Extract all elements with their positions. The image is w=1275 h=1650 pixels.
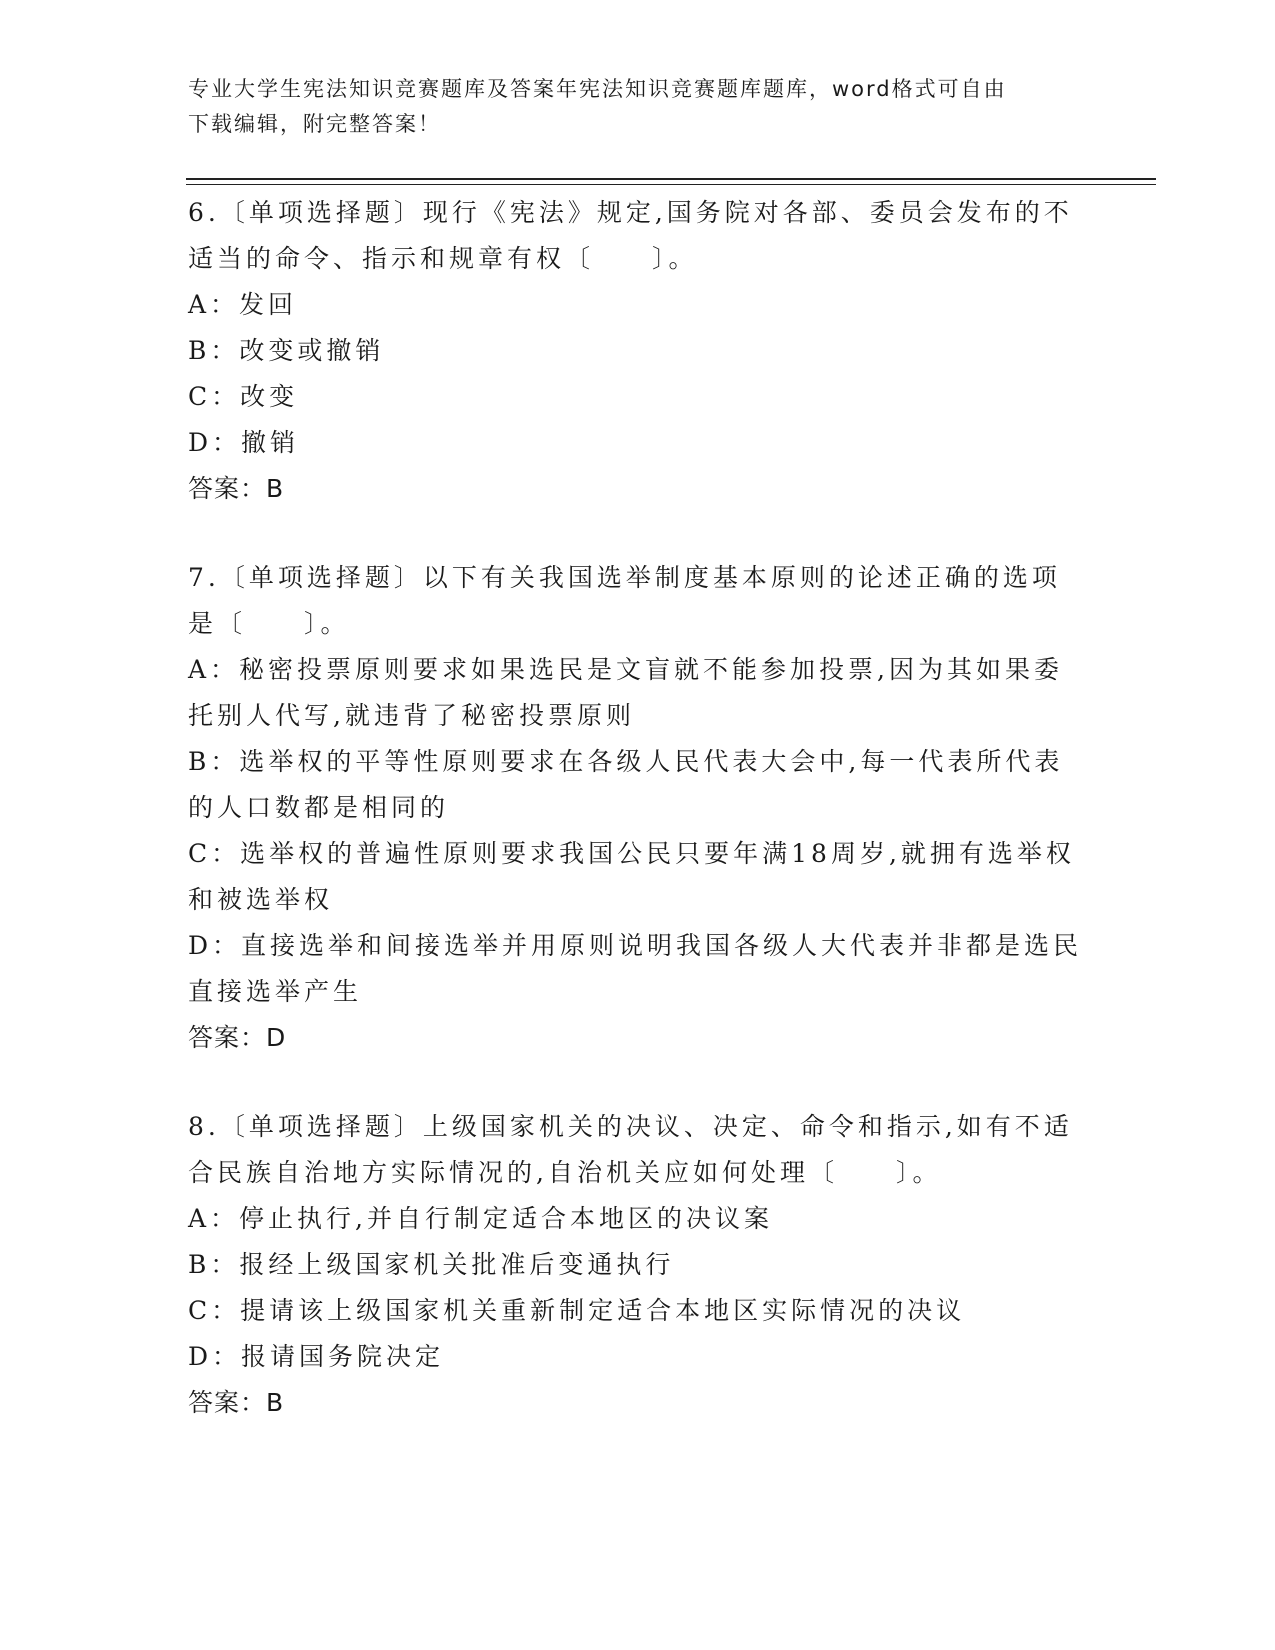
document-header <box>188 72 1068 142</box>
option-a: A：发回 <box>188 290 298 319</box>
option-b: B：选举权的平等性原则要求在各级人民代表大会中,每一代表所代表的人口数都是相同的 <box>188 747 1064 822</box>
option-a: A：秘密投票原则要求如果选民是文盲就不能参加投票,因为其如果委托别人代写,就违背了秘密投票原则 <box>188 655 1064 730</box>
option-d: D：撤销 <box>188 428 300 457</box>
question-8 <box>188 1104 1088 1426</box>
question-stem: 8.〔单项选择题〕上级国家机关的决议、决定、命令和指示,如有不适合民族自治地方实际情况的,自治机关应如何处理〔 〕。 <box>188 1112 1073 1187</box>
question-7 <box>188 555 1088 1061</box>
question-stem: 6.〔单项选择题〕现行《宪法》规定,国务院对各部、委员会发布的不适当的命令、指示和规章有权〔 〕。 <box>188 198 1073 273</box>
option-b: B：改变或撤销 <box>188 336 385 365</box>
option-c: C：提请该上级国家机关重新制定适合本地区实际情况的决议 <box>188 1296 966 1325</box>
option-d: D：报请国务院决定 <box>188 1342 445 1371</box>
option-d: D：直接选举和间接选举并用原则说明我国各级人大代表并非都是选民直接选举产生 <box>188 931 1083 1006</box>
question-6 <box>188 190 1088 512</box>
header-line-2: 下载编辑，附完整答案！ <box>188 112 441 136</box>
answer-label: 答案：D <box>188 1023 287 1052</box>
option-b: B：报经上级国家机关批准后变通执行 <box>188 1250 675 1279</box>
header-divider-thin <box>186 184 1156 185</box>
answer-label: 答案：B <box>188 474 285 503</box>
option-c: C：选举权的普遍性原则要求我国公民只要年满18周岁,就拥有选举权和被选举权 <box>188 839 1075 914</box>
question-list <box>188 190 1088 1469</box>
answer-label: 答案：B <box>188 1388 285 1417</box>
header-divider-thick <box>186 178 1156 180</box>
question-stem: 7.〔单项选择题〕以下有关我国选举制度基本原则的论述正确的选项是〔 〕。 <box>188 563 1061 638</box>
option-a: A：停止执行,并自行制定适合本地区的决议案 <box>188 1204 774 1233</box>
option-c: C：改变 <box>188 382 299 411</box>
header-line-1: 专业大学生宪法知识竞赛题库及答案年宪法知识竞赛题库题库，word格式可自由 <box>188 77 1007 101</box>
